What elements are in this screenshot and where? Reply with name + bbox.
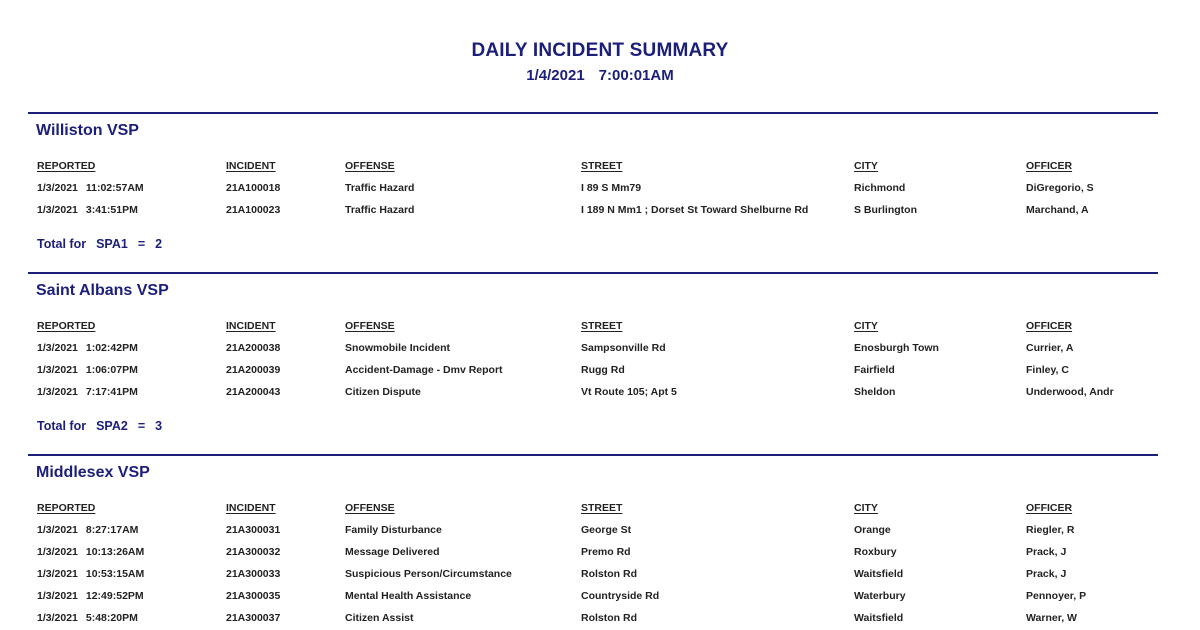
- table-row: [28, 182, 1158, 200]
- officer-cell: Finley, C: [1026, 364, 1069, 376]
- reported-cell: [37, 364, 138, 376]
- section-middlesex: [28, 454, 1158, 630]
- col-reported: REPORTED: [37, 502, 96, 514]
- city-cell: Waterbury: [854, 590, 906, 602]
- table-row: [28, 342, 1158, 360]
- total-equals: =: [137, 237, 146, 251]
- col-city: CITY: [854, 320, 878, 332]
- street-cell: George St: [581, 524, 632, 536]
- reported-date: 1/3/2021: [37, 612, 78, 624]
- column-header-row: [28, 320, 1158, 338]
- col-reported: REPORTED: [37, 160, 96, 172]
- street-cell: Rugg Rd: [581, 364, 625, 376]
- col-incident: INCIDENT: [226, 160, 276, 172]
- col-street: STREET: [581, 320, 623, 332]
- officer-cell: Riegler, R: [1026, 524, 1075, 536]
- offense-cell: Citizen Assist: [345, 612, 414, 624]
- col-street: STREET: [581, 502, 623, 514]
- col-officer: OFFICER: [1026, 160, 1073, 172]
- col-incident: INCIDENT: [226, 320, 276, 332]
- column-header-row: [28, 160, 1158, 178]
- section-divider: [28, 112, 1158, 114]
- reported-cell: [37, 568, 144, 580]
- section-divider: [28, 272, 1158, 274]
- incident-cell: 21A300035: [226, 590, 281, 602]
- section-title: Williston VSP: [36, 122, 139, 139]
- reported-cell: [37, 612, 138, 624]
- reported-time: 8:27:17AM: [85, 524, 139, 536]
- city-cell: Roxbury: [854, 546, 897, 558]
- total-label: Total for: [37, 237, 87, 251]
- reported-time: 7:17:41PM: [85, 386, 138, 398]
- col-officer: OFFICER: [1026, 502, 1073, 514]
- street-cell: Rolston Rd: [581, 612, 637, 624]
- col-street: STREET: [581, 160, 623, 172]
- city-cell: Richmond: [854, 182, 906, 194]
- col-offense: OFFENSE: [345, 320, 395, 332]
- reported-cell: [37, 204, 138, 216]
- total-equals: =: [137, 419, 146, 433]
- col-offense: OFFENSE: [345, 502, 395, 514]
- reported-date: 1/3/2021: [37, 182, 78, 194]
- offense-cell: Family Disturbance: [345, 524, 442, 536]
- incident-cell: 21A100018: [226, 182, 281, 194]
- table-row: [28, 204, 1158, 222]
- city-cell: S Burlington: [854, 204, 917, 216]
- total-label: Total for: [37, 419, 87, 433]
- officer-cell: Underwood, Andr: [1026, 386, 1114, 398]
- report-title: DAILY INCIDENT SUMMARY: [471, 40, 729, 61]
- offense-cell: Message Delivered: [345, 546, 440, 558]
- street-cell: Premo Rd: [581, 546, 631, 558]
- reported-time: 1:06:07PM: [85, 364, 138, 376]
- offense-cell: Snowmobile Incident: [345, 342, 451, 354]
- reported-date: 1/3/2021: [37, 204, 78, 216]
- street-cell: Vt Route 105; Apt 5: [581, 386, 677, 398]
- reported-date: 1/3/2021: [37, 364, 78, 376]
- col-incident: INCIDENT: [226, 502, 276, 514]
- table-row: [28, 546, 1158, 564]
- col-offense: OFFENSE: [345, 160, 395, 172]
- officer-cell: Currier, A: [1026, 342, 1074, 354]
- section-title: Saint Albans VSP: [36, 282, 169, 299]
- reported-time: 1:02:42PM: [85, 342, 138, 354]
- table-row: [28, 568, 1158, 586]
- officer-cell: Warner, W: [1026, 612, 1077, 624]
- incident-cell: 21A300031: [226, 524, 281, 536]
- total-count: 3: [155, 419, 163, 433]
- section-divider: [28, 454, 1158, 456]
- col-reported: REPORTED: [37, 320, 96, 332]
- incident-cell: 21A300037: [226, 612, 281, 624]
- incident-cell: 21A200038: [226, 342, 281, 354]
- city-cell: Waitsfield: [854, 612, 904, 624]
- reported-time: 11:02:57AM: [85, 182, 144, 194]
- offense-cell: Traffic Hazard: [345, 204, 415, 216]
- table-row: [28, 590, 1158, 608]
- section-williston: [28, 112, 1158, 274]
- offense-cell: Traffic Hazard: [345, 182, 415, 194]
- reported-date: 1/3/2021: [37, 524, 78, 536]
- reported-date: 1/3/2021: [37, 386, 78, 398]
- reported-cell: [37, 386, 138, 398]
- reported-date: 1/3/2021: [37, 546, 78, 558]
- total-count: 2: [155, 237, 163, 251]
- report-date: 1/4/2021: [526, 67, 585, 84]
- reported-cell: [37, 342, 138, 354]
- officer-cell: Prack, J: [1026, 546, 1067, 558]
- table-row: [28, 364, 1158, 382]
- reported-cell: [37, 182, 144, 194]
- reported-time: 3:41:51PM: [85, 204, 138, 216]
- report-datetime: [0, 67, 1200, 84]
- section-total: [37, 237, 172, 251]
- reported-time: 10:13:26AM: [85, 546, 145, 558]
- col-city: CITY: [854, 160, 878, 172]
- offense-cell: Accident-Damage - Dmv Report: [345, 364, 503, 376]
- total-code: SPA1: [96, 237, 128, 251]
- offense-cell: Mental Health Assistance: [345, 590, 472, 602]
- reported-time: 10:53:15AM: [85, 568, 145, 580]
- reported-date: 1/3/2021: [37, 342, 78, 354]
- section-total: [37, 419, 172, 433]
- table-row: [28, 524, 1158, 542]
- reported-date: 1/3/2021: [37, 568, 78, 580]
- city-cell: Fairfield: [854, 364, 895, 376]
- incident-cell: 21A100023: [226, 204, 281, 216]
- street-cell: I 189 N Mm1 ; Dorset St Toward Shelburne Rd: [581, 204, 809, 216]
- reported-time: 5:48:20PM: [85, 612, 138, 624]
- officer-cell: Prack, J: [1026, 568, 1067, 580]
- incident-cell: 21A300032: [226, 546, 281, 558]
- table-row: [28, 612, 1158, 630]
- incident-cell: 21A200043: [226, 386, 281, 398]
- reported-cell: [37, 524, 138, 536]
- section-saint-albans: [28, 272, 1158, 456]
- officer-cell: DiGregorio, S: [1026, 182, 1094, 194]
- incident-cell: 21A200039: [226, 364, 281, 376]
- col-city: CITY: [854, 502, 878, 514]
- city-cell: Orange: [854, 524, 891, 536]
- street-cell: I 89 S Mm79: [581, 182, 642, 194]
- officer-cell: Pennoyer, P: [1026, 590, 1087, 602]
- officer-cell: Marchand, A: [1026, 204, 1089, 216]
- street-cell: Rolston Rd: [581, 568, 637, 580]
- street-cell: Countryside Rd: [581, 590, 660, 602]
- city-cell: Sheldon: [854, 386, 896, 398]
- city-cell: Enosburgh Town: [854, 342, 939, 354]
- col-officer: OFFICER: [1026, 320, 1073, 332]
- incident-cell: 21A300033: [226, 568, 281, 580]
- table-row: [28, 386, 1158, 404]
- reported-time: 12:49:52PM: [85, 590, 144, 602]
- reported-cell: [37, 546, 144, 558]
- offense-cell: Citizen Dispute: [345, 386, 421, 398]
- section-title: Middlesex VSP: [36, 464, 150, 481]
- street-cell: Sampsonville Rd: [581, 342, 666, 354]
- report-time: 7:00:01AM: [598, 67, 674, 84]
- city-cell: Waitsfield: [854, 568, 904, 580]
- column-header-row: [28, 502, 1158, 520]
- offense-cell: Suspicious Person/Circumstance: [345, 568, 512, 580]
- reported-date: 1/3/2021: [37, 590, 78, 602]
- reported-cell: [37, 590, 144, 602]
- total-code: SPA2: [96, 419, 128, 433]
